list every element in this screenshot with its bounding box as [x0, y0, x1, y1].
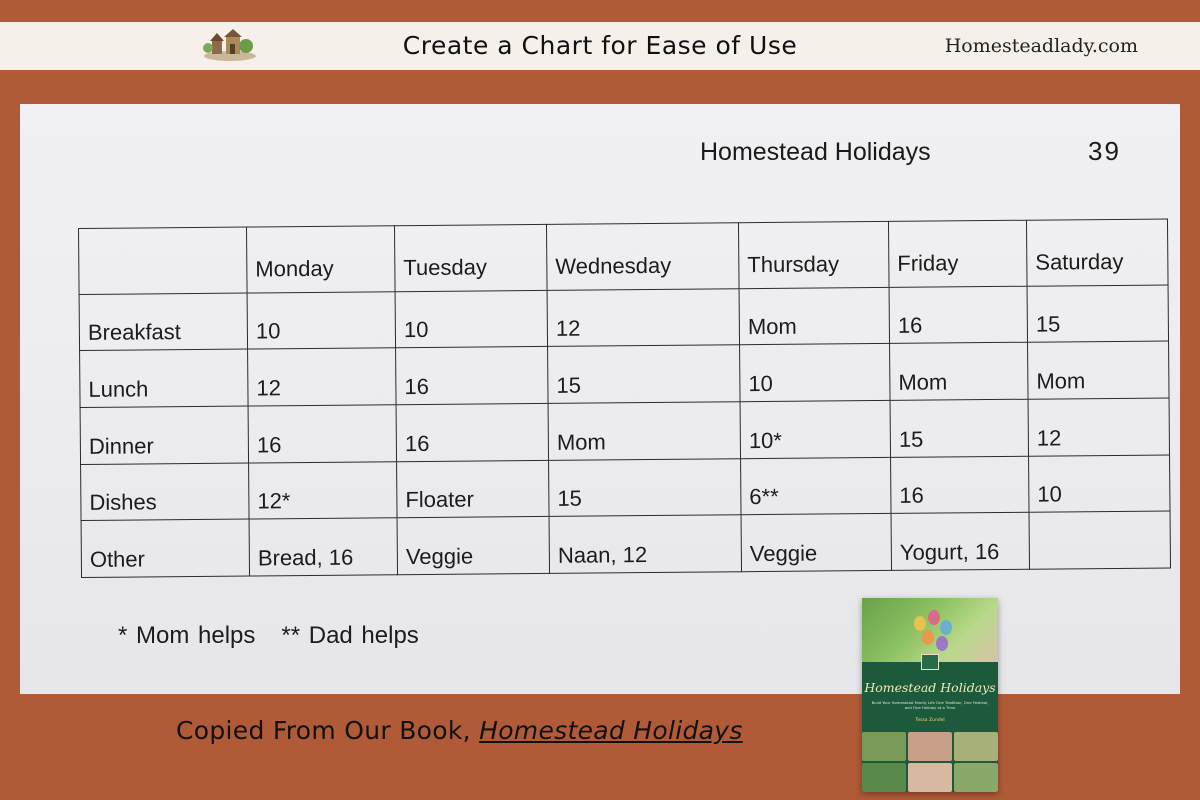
schedule-table-wrap [78, 218, 1171, 577]
footnote-dad: ** Dad helps [281, 622, 419, 649]
table-cell: Floater [397, 460, 549, 518]
table-cell: 16 [889, 286, 1027, 344]
table-header-row [79, 219, 1169, 294]
table-row [81, 455, 1170, 521]
table-row [81, 511, 1170, 577]
book-page-photo [20, 104, 1180, 694]
table-row [80, 398, 1169, 464]
book-cover-image[interactable] [862, 598, 998, 792]
corner-cell [79, 227, 248, 294]
banner-title: Create a Chart for Ease of Use [402, 31, 798, 60]
day-header: Friday [888, 220, 1027, 287]
row-label: Other [81, 519, 249, 577]
table-row [79, 285, 1168, 351]
table-cell: 10 [1029, 455, 1170, 513]
caption-prefix: Copied From Our Book, [176, 716, 480, 745]
table-cell: Veggie [741, 514, 891, 572]
table-cell: 16 [248, 405, 396, 463]
cover-title: Homestead Holidays [864, 680, 996, 695]
cover-photo-tiles [862, 732, 998, 792]
table-cell: Yogurt, 16 [891, 513, 1029, 571]
homestead-logo-icon[interactable] [202, 28, 258, 62]
table-cell: 16 [396, 403, 548, 461]
row-label: Lunch [80, 349, 248, 407]
row-label: Breakfast [79, 293, 247, 351]
day-header: Saturday [1026, 219, 1168, 286]
day-header: Monday [246, 226, 395, 293]
table-cell: Mom [1028, 341, 1169, 399]
table-cell [1029, 511, 1170, 569]
table-cell: 10 [395, 290, 547, 348]
row-label: Dinner [80, 406, 248, 464]
table-cell: Veggie [397, 517, 549, 575]
chore-schedule-table [78, 218, 1171, 577]
book-title-link[interactable]: Homestead Holidays [479, 716, 743, 745]
row-label: Dishes [81, 463, 249, 521]
table-cell: Mom [890, 343, 1028, 401]
table-cell: 10 [740, 344, 890, 402]
cover-photo-eggs [862, 598, 998, 662]
table-cell: 16 [891, 456, 1029, 514]
day-header: Thursday [738, 221, 889, 288]
cover-subtitle: Build Your Homestead Family Life One Tradition, One Festival, and One Holiday at a Time [871, 700, 989, 710]
table-cell: 15 [549, 458, 741, 516]
table-cell: 15 [890, 399, 1028, 457]
table-cell: Mom [739, 287, 889, 345]
table-cell: Mom [548, 402, 740, 460]
house-icon [921, 654, 939, 670]
table-cell: Bread, 16 [249, 518, 397, 576]
table-cell: 15 [1027, 285, 1168, 343]
table-cell: 12 [547, 289, 739, 347]
table-cell: 12* [249, 461, 397, 519]
cover-author: Tessa Zundel [915, 718, 945, 723]
table-cell: 12 [248, 348, 396, 406]
day-header: Tuesday [394, 224, 547, 291]
table-cell: 16 [396, 347, 548, 405]
page-number: 39 [1088, 136, 1121, 166]
table-cell: 15 [548, 345, 740, 403]
table-cell: 10* [740, 400, 890, 458]
table-cell: Naan, 12 [549, 515, 741, 573]
footnote-mom: * Mom helps [118, 622, 256, 649]
source-caption [176, 716, 743, 745]
table-row [80, 341, 1169, 407]
day-header: Wednesday [546, 223, 739, 290]
top-banner [0, 22, 1200, 70]
running-head: Homestead Holidays [700, 138, 931, 166]
table-cell: 10 [247, 292, 395, 350]
table-footnotes [118, 622, 419, 650]
site-link[interactable]: Homesteadlady.com [944, 35, 1138, 57]
table-cell: 6** [741, 457, 891, 515]
table-cell: 12 [1028, 398, 1169, 456]
